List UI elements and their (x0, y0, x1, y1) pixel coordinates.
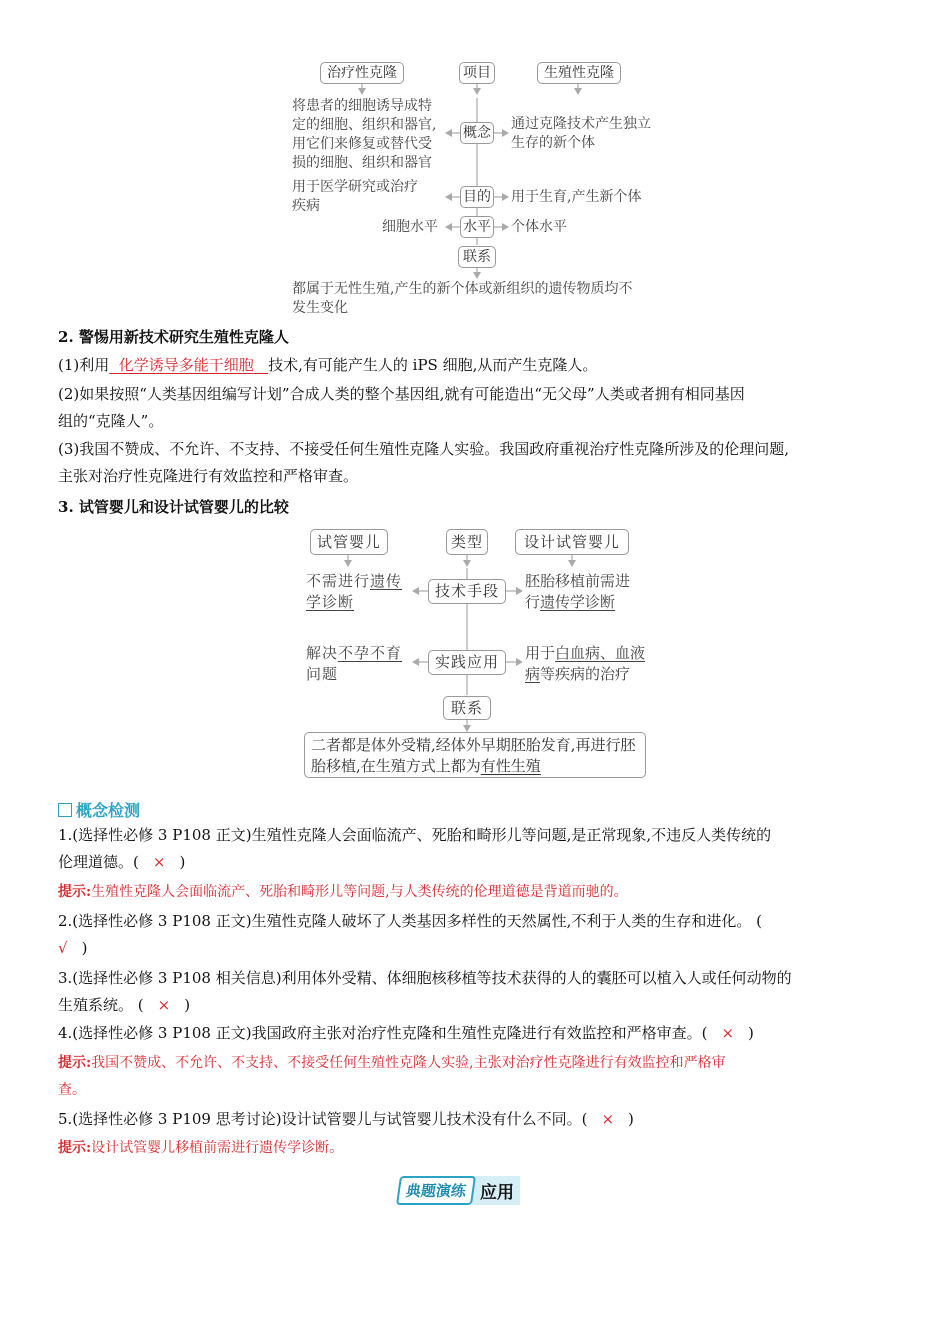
section2-p1-answer: 化学诱导多能干细胞 (118, 356, 254, 374)
diagram2-tech-label: 技术手段 (428, 579, 506, 604)
diagram2-app-right: 用于白血病、血液 病等疾病的治疗 (525, 644, 646, 683)
check-item-3: 3.(选择性必修 3 P108 相关信息)利用体外受精、体细胞核移植等技术获得的人的囊胚可以植入人或任何动物的 生殖系统。 ( × ) (58, 969, 792, 1014)
tag-part2: 应用 (472, 1176, 520, 1205)
section2-p2: (2)如果按照“人类基因组编写计划”合成人类的整个基因组,就有可能造出“无父母”人类或者拥有相同基因 组的“克隆人”。 (58, 385, 745, 430)
cross-mark-icon: × (601, 1110, 615, 1128)
diagram1-link-label: 联系 (458, 246, 496, 268)
diagram1-purpose-right: 用于生育,产生新个体 (511, 189, 642, 205)
diagram2-tech-left: 不需进行遗传 学诊断 (306, 572, 403, 611)
check-item-4: 4.(选择性必修 3 P108 正文)我国政府主张对治疗性克隆和生殖性克隆进行有效监控和严格审查。( × ) (58, 1024, 754, 1042)
section2-title: 2. 警惕用新技术研究生殖性克隆人 (58, 328, 289, 346)
check-item-5-hint: 提示:设计试管婴儿移植前需进行遗传学诊断。 (58, 1140, 344, 1156)
check-item-5: 5.(选择性必修 3 P109 思考讨论)设计试管婴儿与试管婴儿技术没有什么不同。( × ) (58, 1110, 634, 1128)
diagram1-level-label: 水平 (460, 216, 494, 238)
tag-part1: 典题演练 (396, 1176, 476, 1205)
check-mark-icon: √ (58, 939, 68, 957)
diagram1-right-header: 生殖性克隆 (537, 62, 621, 84)
check-item-2: 2.(选择性必修 3 P108 正文)生殖性克隆人破坏了人类基因多样性的天然属性,不利于人类的生存和进化。 ( √ ) (58, 912, 762, 957)
section2-p1: (1)利用 化学诱导多能干细胞 技术,有可能产生人的 iPS 细胞,从而产生克隆人。 (58, 356, 598, 374)
diagram2-app-left: 解决不孕不育 问题 (306, 644, 403, 683)
square-icon (58, 803, 72, 817)
diagram1-concept-right: 通过克隆技术产生独立 生存的新个体 (511, 116, 651, 151)
cross-mark-icon: × (157, 996, 171, 1014)
check-item-1: 1.(选择性必修 3 P108 正文)生殖性克隆人会面临流产、死胎和畸形儿等问题,是正常现象,不违反人类传统的 伦理道德。( × ) (58, 826, 772, 871)
diagram1-level-left: 细胞水平 (382, 219, 438, 235)
concept-check-title: 概念检测 (58, 798, 140, 821)
diagram1-link-text: 都属于无性生殖,产生的新个体或新组织的遗传物质均不 发生变化 (292, 281, 633, 316)
cross-mark-icon: × (152, 853, 166, 871)
diagram1-concept-left: 将患者的细胞诱导成特 定的细胞、组织和器官, 用它们来修复或替代受 损的细胞、组织和器官 (292, 98, 437, 171)
section-tag-typical-questions (398, 1176, 520, 1204)
diagram2-right-header: 设计试管婴儿 (515, 529, 629, 555)
diagram1-level-right: 个体水平 (511, 219, 567, 235)
diagram2-link-box: 二者都是体外受精,经体外早期胚胎发育,再进行胚 胎移植,在生殖方式上都为有性生殖 (304, 732, 646, 778)
diagram1-purpose-left: 用于医学研究或治疗 疾病 (292, 179, 418, 214)
check-item-1-hint: 提示:生殖性克隆人会面临流产、死胎和畸形儿等问题,与人类传统的伦理道德是背道而驰的。 (58, 884, 628, 900)
diagram1-purpose-label: 目的 (460, 186, 494, 208)
diagram2-app-label: 实践应用 (428, 650, 506, 675)
diagram1-concept-label: 概念 (460, 122, 494, 144)
diagram2-left-header: 试管婴儿 (310, 529, 388, 555)
diagram2-center-header: 类型 (446, 529, 488, 555)
diagram1-center-header: 项目 (459, 62, 495, 84)
diagram2-link-label: 联系 (443, 696, 491, 720)
diagram2-tech-right: 胚胎移植前需进 行遗传学诊断 (525, 572, 631, 611)
check-item-4-hint: 提示:我国不赞成、不允许、不支持、不接受任何生殖性克隆人实验,主张对治疗性克隆进行有效监控和严格审 查。 (58, 1055, 726, 1098)
cross-mark-icon: × (721, 1024, 735, 1042)
section2-p3: (3)我国不赞成、不允许、不支持、不接受任何生殖性克隆人实验。我国政府重视治疗性克隆所涉及的伦理问题, 主张对治疗性克隆进行有效监控和严格审查。 (58, 440, 790, 485)
section3-title: 3. 试管婴儿和设计试管婴儿的比较 (58, 498, 289, 516)
diagram1-left-header: 治疗性克隆 (320, 62, 404, 84)
